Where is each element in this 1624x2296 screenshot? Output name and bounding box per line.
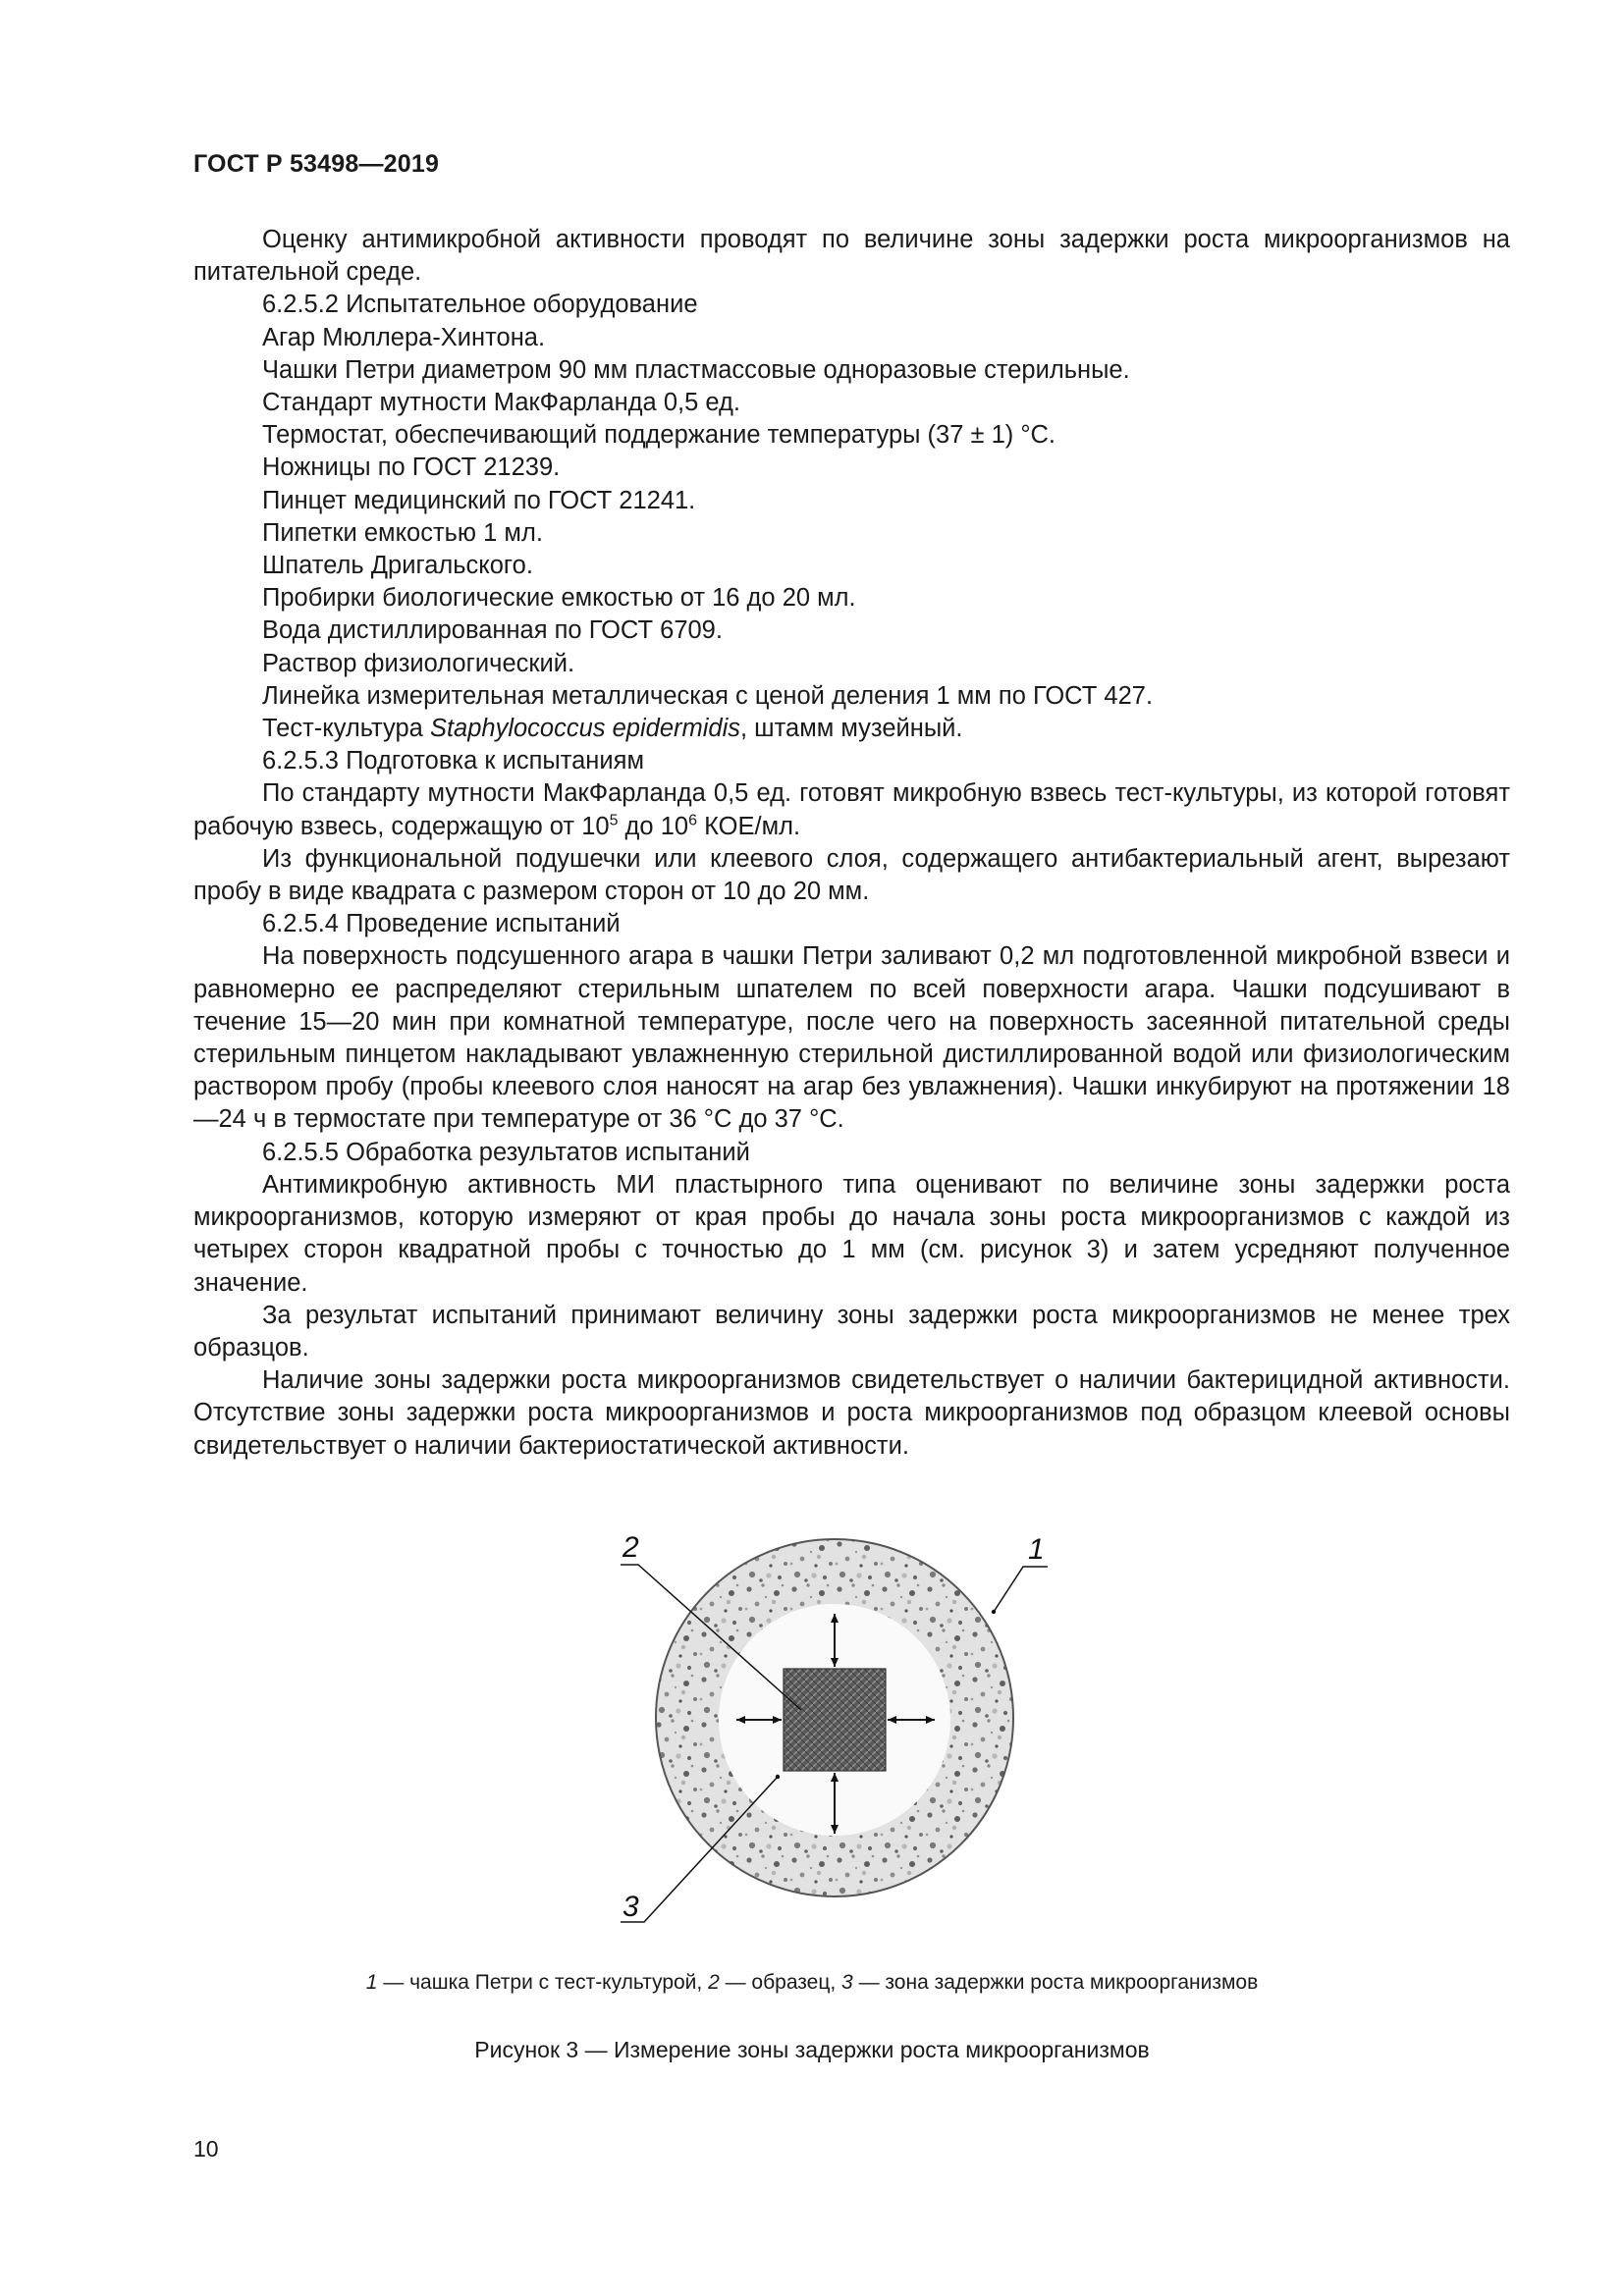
- equipment-item: Пробирки биологические емкостью от 16 до 20 мл.: [262, 584, 856, 613]
- section-heading: 6.2.5.3 Подготовка к испытаниям: [262, 747, 644, 775]
- callout-label-2: 2: [623, 1531, 639, 1564]
- figure-petri-dish: [609, 1492, 1060, 1944]
- body-text: [193, 224, 1510, 1463]
- paragraph: По стандарту мутности МакФарланда 0,5 ед. готовят микробную взвесь тест-культуры, из которой готовят рабочую взвесь, содержащую от $10^5$ до $10^6$ КОЕ/мл.: [193, 779, 1510, 840]
- equipment-item: Пинцет медицинский по ГОСТ 21241.: [262, 486, 696, 514]
- equipment-item: Термостат, обеспечивающий поддержание температуры (37 ± 1) °С.: [262, 421, 1056, 450]
- paragraph: За результат испытаний принимают величину зоны задержки роста микроорганизмов не менее трех образцов.: [193, 1301, 1510, 1362]
- callout-label-1: 1: [1028, 1533, 1045, 1566]
- page-number: 10: [193, 2136, 219, 2162]
- paragraph: Из функциональной подушечки или клеевого слоя, содержащего антибактериальный агент, вырезают пробу в виде квадрата с размером сторон от 10 до 20 мм.: [193, 844, 1510, 906]
- section-heading: 6.2.5.2 Испытательное оборудование: [262, 291, 698, 319]
- figure-caption: Рисунок 3 — Измерение зоны задержки роста микроорганизмов: [474, 2037, 1150, 2062]
- section-heading: 6.2.5.4 Проведение испытаний: [262, 910, 621, 938]
- equipment-item-culture: Тест-культура Staphylococcus epidermidis, штамм музейный.: [262, 715, 963, 743]
- equipment-item: Раствор физиологический.: [262, 649, 575, 677]
- sample-square: [784, 1669, 886, 1771]
- leader-dot-dish: [992, 1610, 996, 1614]
- figure-legend: 1 — чашка Петри с тест-культурой, 2 — образец, 3 — зона задержки роста микроорганизмов: [365, 1971, 1259, 1994]
- paragraph: Антимикробную активность МИ пластырного типа оценивают по величине зоны задержки роста микроорганизмов, которую измеряют от края пробы до начала зоны роста микроорганизмов с каждой из четырех сторон квадратной пробы с точностью до 1 мм (см. рисунок 3) и затем усредняют полученное значение.: [193, 1170, 1510, 1297]
- equipment-item: Агар Мюллера-Хинтона.: [262, 323, 546, 351]
- callout-label-3: 3: [623, 1891, 639, 1923]
- paragraph: Наличие зоны задержки роста микроорганизмов свидетельствует о наличии бактерицидной активности. Отсутствие зоны задержки роста микроорганизмов и роста микроорганизмов под образцом клеевой основы свидетельствует о наличии бактериостатической активности.: [193, 1366, 1510, 1460]
- equipment-item: Линейка измерительная металлическая с ценой деления 1 мм по ГОСТ 427.: [262, 681, 1154, 710]
- species-name: Staphylococcus epidermidis: [429, 715, 741, 743]
- paragraph: На поверхность подсушенного агара в чашки Петри заливают 0,2 мл подготовленной микробной взвеси и равномерно ее распределяют стерильным шпателем по всей поверхности агара. Чашки подсушивают в течение 15—20 мин при комнатной температуре, после чего на поверхность засеянной питательной среды стерильным пинцетом накладывают увлажненную стерильной дистиллированной водой или физиологическим раствором пробу (пробы клеевого слоя наносят на агар без увлажнения). Чашки инкубируют на протяжении 18—24 ч в термостате при температуре от 36 °С до 37 °С.: [193, 942, 1510, 1134]
- equipment-item: Ножницы по ГОСТ 21239.: [262, 454, 561, 482]
- leader-line-dish: [994, 1567, 1048, 1612]
- section-heading: 6.2.5.5 Обработка результатов испытаний: [262, 1138, 750, 1166]
- paragraph: Оценку антимикробной активности проводят по величине зоны задержки роста микроорганизмов на питательной среде.: [193, 226, 1510, 287]
- equipment-item: Пипетки емкостью 1 мл.: [262, 518, 543, 547]
- petri-dish-diagram: [609, 1492, 1060, 1944]
- document-header: ГОСТ Р 53498—2019: [193, 150, 440, 178]
- equipment-item: Стандарт мутности МакФарланда 0,5 ед.: [262, 389, 740, 417]
- equipment-item: Шпатель Дригальского.: [262, 552, 533, 580]
- leader-dot-zone: [776, 1775, 780, 1779]
- equipment-item: Вода дистиллированная по ГОСТ 6709.: [262, 616, 723, 645]
- equipment-item: Чашки Петри диаметром 90 мм пластмассовые одноразовые стерильные.: [262, 355, 1130, 384]
